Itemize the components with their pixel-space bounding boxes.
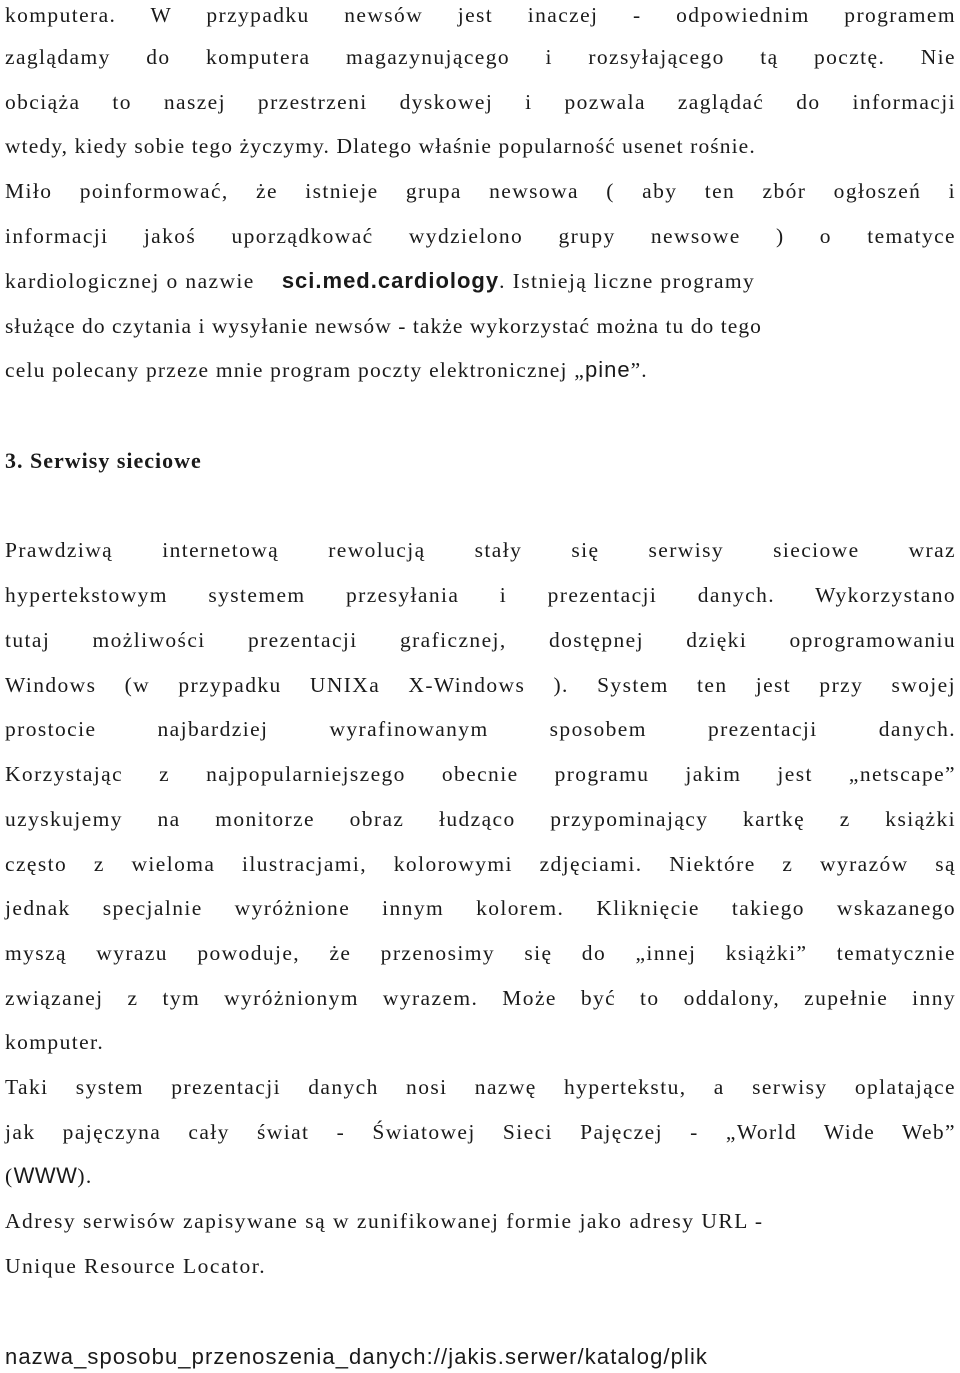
section-heading: 3. Serwisy sieciowe (5, 448, 202, 473)
paragraph1-line: informacji jakoś uporządkować wydzielono grupy newsowe ) o tematyce (5, 224, 956, 248)
paragraph2-line: związanej z tym wyróżnionym wyrazem. Może być to oddalony, zupełnie inny (5, 986, 956, 1010)
www-acronym: WWW (13, 1163, 78, 1188)
paragraph1-line: obciąża to naszej przestrzeni dyskowej i pozwala zaglądać do informacji (5, 90, 956, 114)
text-segment: kardiologicznej o nazwie (5, 269, 255, 293)
paragraph2-line: prostocie najbardziej wyrafinowanym sposobem prezentacji danych. (5, 717, 956, 741)
paragraph2-line: Windows (w przypadku UNIXa X-Windows ). System ten jest przy swojej (5, 673, 956, 697)
program-name: pine (584, 357, 631, 382)
paragraph2-line: tutaj możliwości prezentacji graficznej, dostępnej dzięki oprogramowaniu (5, 628, 956, 652)
paragraph2-line: komputer. (5, 1030, 105, 1054)
text-segment: ). (77, 1164, 93, 1188)
paragraph1-line: wtedy, kiedy sobie tego życzymy. Dlatego właśnie popularność usenet rośnie. (5, 134, 756, 158)
text-segment: ( (5, 1164, 14, 1188)
paragraph3-line: Taki system prezentacji danych nosi nazwę hypertekstu, a serwisy oplatające (5, 1075, 956, 1099)
text-segment: ”. (630, 358, 648, 382)
text-segment: . Istnieją liczne programy (499, 269, 756, 293)
paragraph3-line: jak pajęczyna cały świat - Światowej Sieci Pajęczej - „World Wide Web” (5, 1120, 956, 1144)
paragraph2-line: jednak specjalnie wyróżnione innym kolorem. Kliknięcie takiego wskazanego (5, 896, 956, 920)
paragraph1-line (5, 266, 956, 296)
paragraph1-line (5, 355, 956, 385)
newsgroup-name: sci.med.cardiology (281, 268, 500, 293)
text-segment: celu polecany przeze mnie program poczty elektronicznej „ (5, 358, 585, 382)
paragraph4-line: Unique Resource Locator. (5, 1254, 267, 1278)
url-format-example: nazwa_sposobu_przenoszenia_danych://jakis.serwer/katalog/plik (5, 1344, 709, 1369)
paragraph2-line: Prawdziwą internetową rewolucją stały się serwisy sieciowe wraz (5, 538, 956, 562)
paragraph2-line: hypertekstowym systemem przesyłania i prezentacji danych. Wykorzystano (5, 583, 956, 607)
paragraph1-line: komputera. W przypadku newsów jest inaczej - odpowiednim programem (5, 3, 956, 27)
paragraph1-line: służące do czytania i wysyłanie newsów - także wykorzystać można tu do tego (5, 314, 762, 338)
paragraph1-line: Miło poinformować, że istnieje grupa newsowa ( aby ten zbór ogłoszeń i (5, 179, 956, 203)
paragraph2-line: często z wieloma ilustracjami, kolorowymi zdjęciami. Niektóre z wyrazów są (5, 852, 956, 876)
paragraph4-line: Adresy serwisów zapisywane są w zunifikowanej formie jako adresy URL - (5, 1209, 764, 1233)
paragraph2-line: Korzystając z najpopularniejszego obecnie programu jakim jest „netscape” (5, 762, 956, 786)
paragraph2-line: uzyskujemy na monitorze obraz łudząco przypominający kartkę z książki (5, 807, 956, 831)
paragraph2-line: myszą wyrazu powoduje, że przenosimy się do „innej książki” tematycznie (5, 941, 956, 965)
paragraph1-line: zaglądamy do komputera magazynującego i rozsyłającego tą pocztę. Nie (5, 45, 956, 69)
paragraph3-line (5, 1161, 956, 1191)
